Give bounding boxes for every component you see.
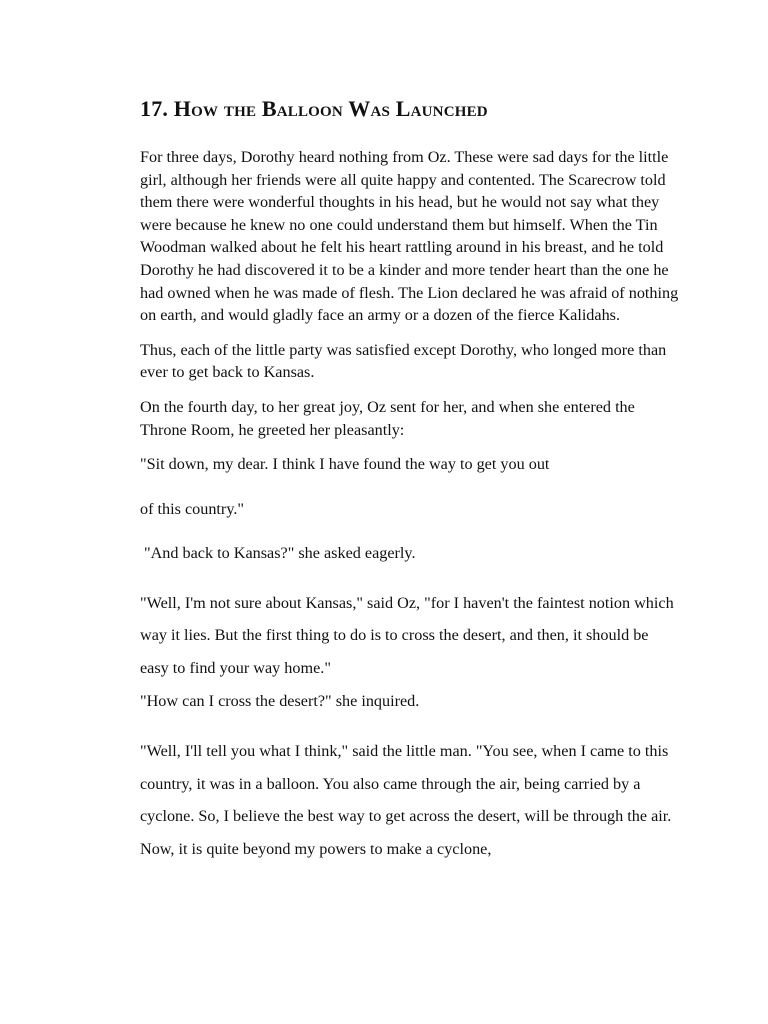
paragraph: "And back to Kansas?" she asked eagerly. xyxy=(144,544,416,563)
paragraph: "Well, I'll tell you what I think," said the little man. "You see, when I came to this country, it was in a balloon. You also came through the air, being carried by a cyclone. So, I believe the best way to get across the desert, will be through the air. Now, it is quite beyond my powers to make a cyclone, xyxy=(140,742,672,858)
paragraph: On the fourth day, to her great joy, Oz sent for her, and when she entered the Throne Room, he greeted her pleasantly: xyxy=(140,397,635,439)
paragraph: of this country." xyxy=(140,499,245,518)
paragraph: "How can I cross the desert?" she inquired. xyxy=(140,692,420,711)
chapter-title: 17. How the Balloon Was Launched xyxy=(140,96,488,121)
paragraph: For three days, Dorothy heard nothing from Oz. These were sad days for the little girl, although her friends were all quite happy and contented. The Scarecrow told them there were wonderful thoughts in his head, but he would not say what they were because he knew no one could understand them but himself. When the Tin Woodman walked about he felt his heart rattling around in his breast, and he told Dorothy he had discovered it to be a kinder and more tender heart than the one he had owned when he was made of flesh. The Lion declared he was afraid of nothing on earth, and would gladly face an army or a dozen of the fierce Kalidahs. xyxy=(140,148,679,325)
paragraph: Thus, each of the little party was satisfied except Dorothy, who longed more than ever to get back to Kansas. xyxy=(140,340,667,382)
paragraph: "Sit down, my dear. I think I have found the way to get you out xyxy=(140,455,550,474)
paragraph: "Well, I'm not sure about Kansas," said Oz, "for I haven't the faintest notion which way it lies. But the first thing to do is to cross the desert, and then, it should be easy to find your way home." xyxy=(140,593,674,677)
document-page xyxy=(140,92,680,871)
